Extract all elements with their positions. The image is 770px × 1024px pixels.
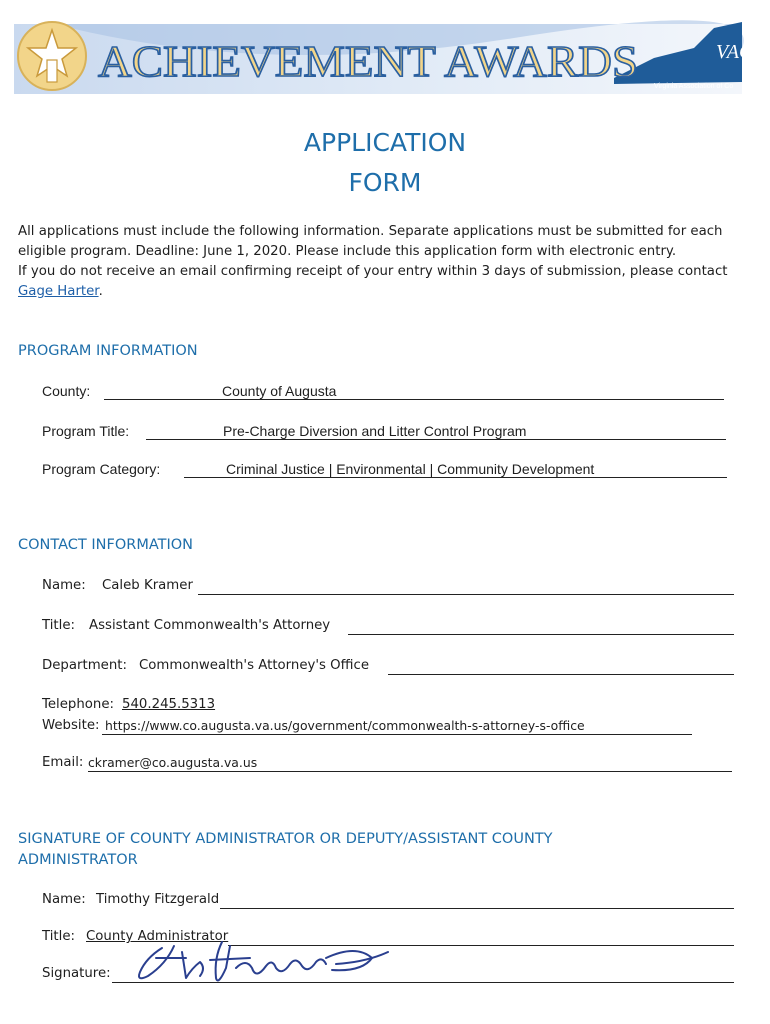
admin-name-line [220, 892, 734, 909]
contact-link[interactable]: Gage Harter [18, 284, 99, 299]
contact-title-line [348, 618, 734, 635]
intro-line: If you do not receive an email confirming receipt of your entry within 3 days of submission, please contact [18, 264, 728, 279]
program-title-row [42, 423, 726, 441]
email-value[interactable]: ckramer@co.augusta.va.us [88, 755, 258, 770]
form-title-line1: APPLICATION [303, 128, 467, 157]
program-heading: PROGRAM INFORMATION [18, 343, 198, 359]
achievement-awards-banner [14, 18, 763, 96]
admin-title-label: Title: [42, 929, 75, 944]
website-label: Website: [42, 718, 100, 733]
website-row [42, 718, 692, 736]
contact-suffix: . [98, 284, 103, 299]
contact-title-row [42, 618, 734, 636]
admin-name-row [42, 892, 734, 910]
handwritten-signature [126, 928, 396, 990]
contact-name-line [198, 578, 734, 595]
department-label: Department: [42, 658, 127, 673]
form-title-line2: FORM [348, 168, 422, 197]
banner-title: ACHIEVEMENT AWARDS [98, 37, 638, 86]
county-label: County: [42, 383, 91, 399]
telephone-row [42, 697, 734, 715]
program-title-value[interactable]: Pre-Charge Diversion and Litter Control Program [223, 423, 527, 439]
telephone-value[interactable]: 540.245.5313 [122, 697, 216, 712]
county-row [42, 383, 724, 401]
website-value[interactable]: https://www.co.augusta.va.us/government/commonwealth-s-attorney-s-office [105, 718, 585, 733]
email-label: Email: [42, 755, 84, 770]
admin-name-label: Name: [42, 892, 86, 907]
program-category-row [42, 461, 727, 479]
telephone-label: Telephone: [42, 697, 115, 712]
email-row [42, 755, 732, 773]
county-line [104, 383, 724, 400]
county-value[interactable]: County of Augusta [222, 383, 337, 399]
vaco-logo: VACo [716, 41, 763, 63]
intro-line: All applications must include the following information. Separate applications must be submitted for each [18, 224, 723, 239]
contact-title-label: Title: [42, 618, 75, 633]
contact-name-label: Name: [42, 578, 86, 593]
contact-heading: CONTACT INFORMATION [18, 537, 194, 553]
contact-name-value[interactable]: Caleb Kramer [102, 578, 193, 593]
intro-text [18, 222, 738, 302]
signature-heading-line1: SIGNATURE OF COUNTY ADMINISTRATOR OR DEPUTY/ASSISTANT COUNTY [18, 831, 553, 847]
contact-name-row [42, 578, 734, 596]
department-row [42, 658, 734, 676]
department-value[interactable]: Commonwealth's Attorney's Office [139, 658, 369, 673]
signature-heading-line2: ADMINISTRATOR [18, 852, 138, 868]
department-line [388, 658, 734, 675]
intro-line: eligible program. Deadline: June 1, 2020. Please include this application form with electronic entry. [18, 244, 677, 259]
program-category-label: Program Category: [42, 461, 161, 477]
intro-contact [18, 282, 738, 302]
star-award-icon [18, 22, 86, 90]
vaco-caption: Virginia Association of Co [654, 83, 734, 90]
program-title-label: Program Title: [42, 423, 130, 439]
program-category-value[interactable]: Criminal Justice | Environmental | Community Development [226, 461, 595, 477]
signature-label: Signature: [42, 966, 111, 981]
admin-title-value[interactable]: County Administrator [86, 929, 229, 944]
contact-title-value[interactable]: Assistant Commonwealth's Attorney [89, 618, 331, 633]
admin-name-value[interactable]: Timothy Fitzgerald [96, 892, 220, 907]
